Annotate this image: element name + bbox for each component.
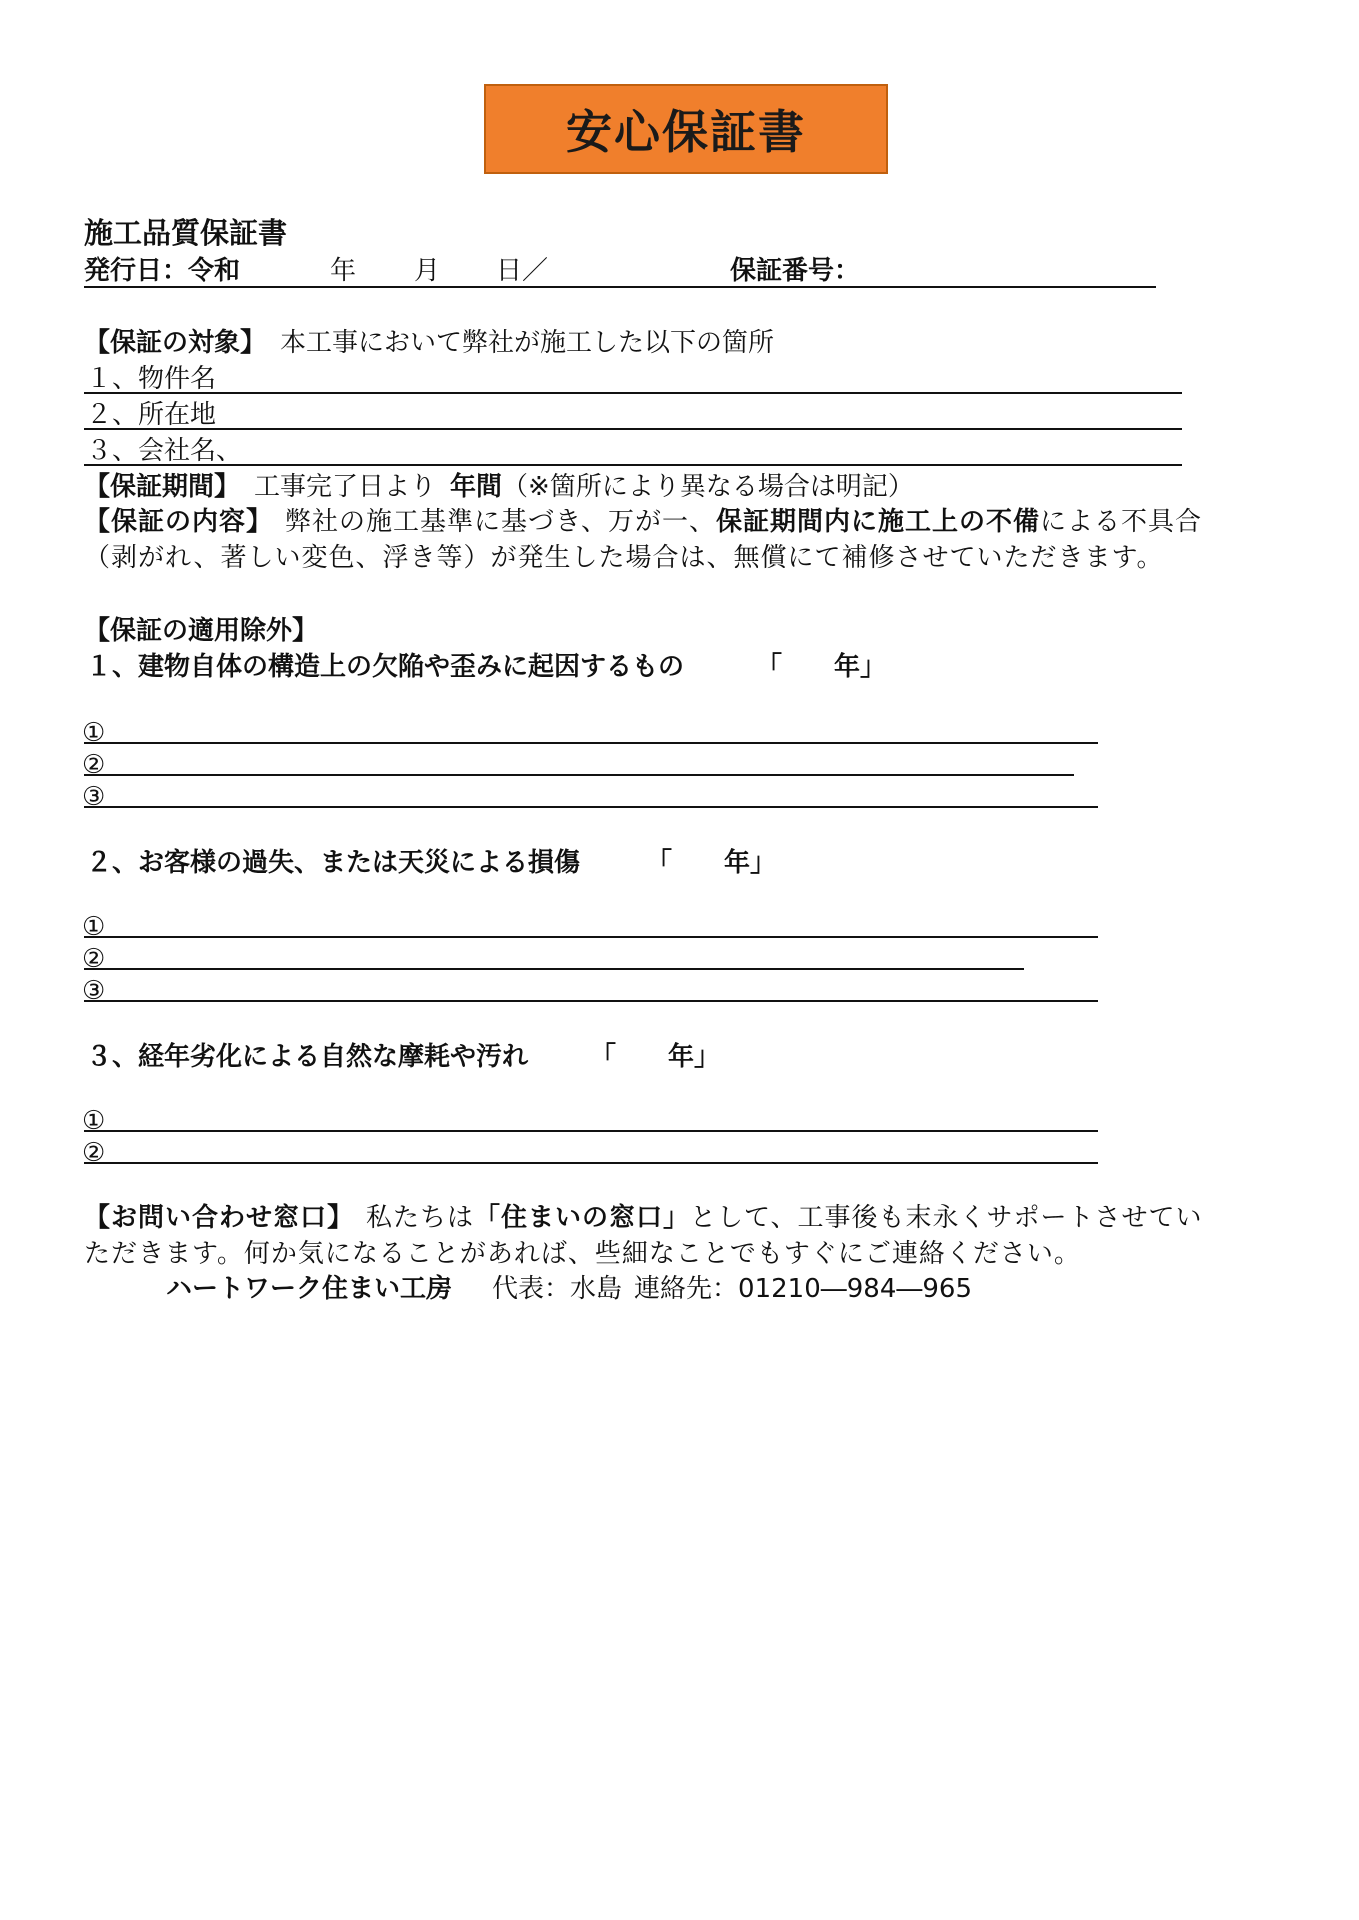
representative: 代表：水島 (492, 1274, 623, 1304)
target-item-3: ３、会社名、 (86, 436, 243, 466)
phone-number[interactable]: 連絡先：01210―984―965 (634, 1274, 972, 1304)
content-text-1: 弊社の施工基準に基づき、万が一、 (285, 507, 716, 537)
period-row (84, 470, 914, 504)
ex2-line-2[interactable] (84, 968, 1024, 970)
ex3-mark-2: ② (82, 1138, 106, 1168)
ex1-line-2[interactable] (84, 774, 1074, 776)
issue-date-label: 発行日：令和 (84, 256, 241, 286)
ex2-line-3[interactable] (84, 1000, 1098, 1002)
target-item-2: ２、所在地 (86, 400, 217, 430)
ex2-line-1[interactable] (84, 936, 1098, 938)
period-years: 年間 (450, 472, 503, 502)
ex1-line-3[interactable] (84, 806, 1098, 808)
ex2-mark-3: ③ (82, 976, 106, 1006)
target-item-1: １、物件名 (86, 364, 217, 394)
ex1-mark-1: ① (82, 718, 106, 748)
contact-text-1: 私たちは (366, 1203, 475, 1233)
doc-heading: 施工品質保証書 (84, 216, 288, 250)
contact-text-2: として、工事後も末永くサポートさせていただきます。何か気になることがあれば、些細なことでもすぐにご連絡ください。 (84, 1203, 1203, 1269)
content-text-2: による不具合（剥がれ、著しい変色、浮き等）が発生した場合は、無償にて補修させていただきます。 (84, 507, 1203, 573)
ex2-mark-1: ① (82, 912, 106, 942)
contact-label: 【お問い合わせ窓口】 (84, 1203, 355, 1233)
contact-bold: 「住まいの窓口」 (474, 1203, 691, 1233)
exclusion-label: 【保証の適用除外】 (84, 616, 319, 646)
ex2-mark-2: ② (82, 944, 106, 974)
period-note: （※箇所により異なる場合は明記） (502, 472, 914, 502)
target-row (84, 326, 774, 360)
target-text: 本工事において弊社が施工した以下の箇所 (280, 328, 775, 358)
content-label: 【保証の内容】 (84, 507, 274, 537)
ex3-mark-1: ① (82, 1106, 106, 1136)
ex1-line-1[interactable] (84, 742, 1098, 744)
guarantee-number-label: 保証番号： (730, 256, 861, 286)
exclusion-term-2: 「 年」 (646, 848, 777, 878)
page-title: 安心保証書 (484, 84, 888, 174)
content-paragraph (84, 504, 1204, 576)
period-text: 工事完了日より (254, 472, 437, 502)
exclusion-term-3: 「 年」 (590, 1042, 721, 1072)
ex3-line-1[interactable] (84, 1130, 1098, 1132)
company-name: ハートワーク住まい工房 (166, 1274, 453, 1304)
contact-paragraph (84, 1200, 1204, 1272)
target-item-3-line[interactable] (84, 464, 1182, 466)
ex1-mark-3: ③ (82, 782, 106, 812)
contact-footer (166, 1272, 972, 1306)
exclusion-heading-3: ３、経年劣化による自然な摩耗や汚れ (86, 1042, 529, 1072)
target-item-1-line[interactable] (84, 392, 1182, 394)
issue-underline (84, 286, 1156, 288)
target-item-2-line[interactable] (84, 428, 1182, 430)
exclusion-heading-1: １、建物自体の構造上の欠陥や歪みに起因するもの (86, 652, 685, 682)
target-label: 【保証の対象】 (84, 328, 267, 358)
exclusion-term-1: 「 年」 (756, 652, 887, 682)
period-label: 【保証期間】 (84, 472, 241, 502)
issue-day: 日／ (496, 256, 549, 286)
ex1-mark-2: ② (82, 750, 106, 780)
exclusion-heading-2: ２、お客様の過失、または天災による損傷 (86, 848, 581, 878)
issue-month: 月 (414, 256, 441, 286)
ex3-line-2[interactable] (84, 1162, 1098, 1164)
content-bold: 保証期間内に施工上の不備 (715, 507, 1040, 537)
issue-year: 年 (330, 256, 357, 286)
